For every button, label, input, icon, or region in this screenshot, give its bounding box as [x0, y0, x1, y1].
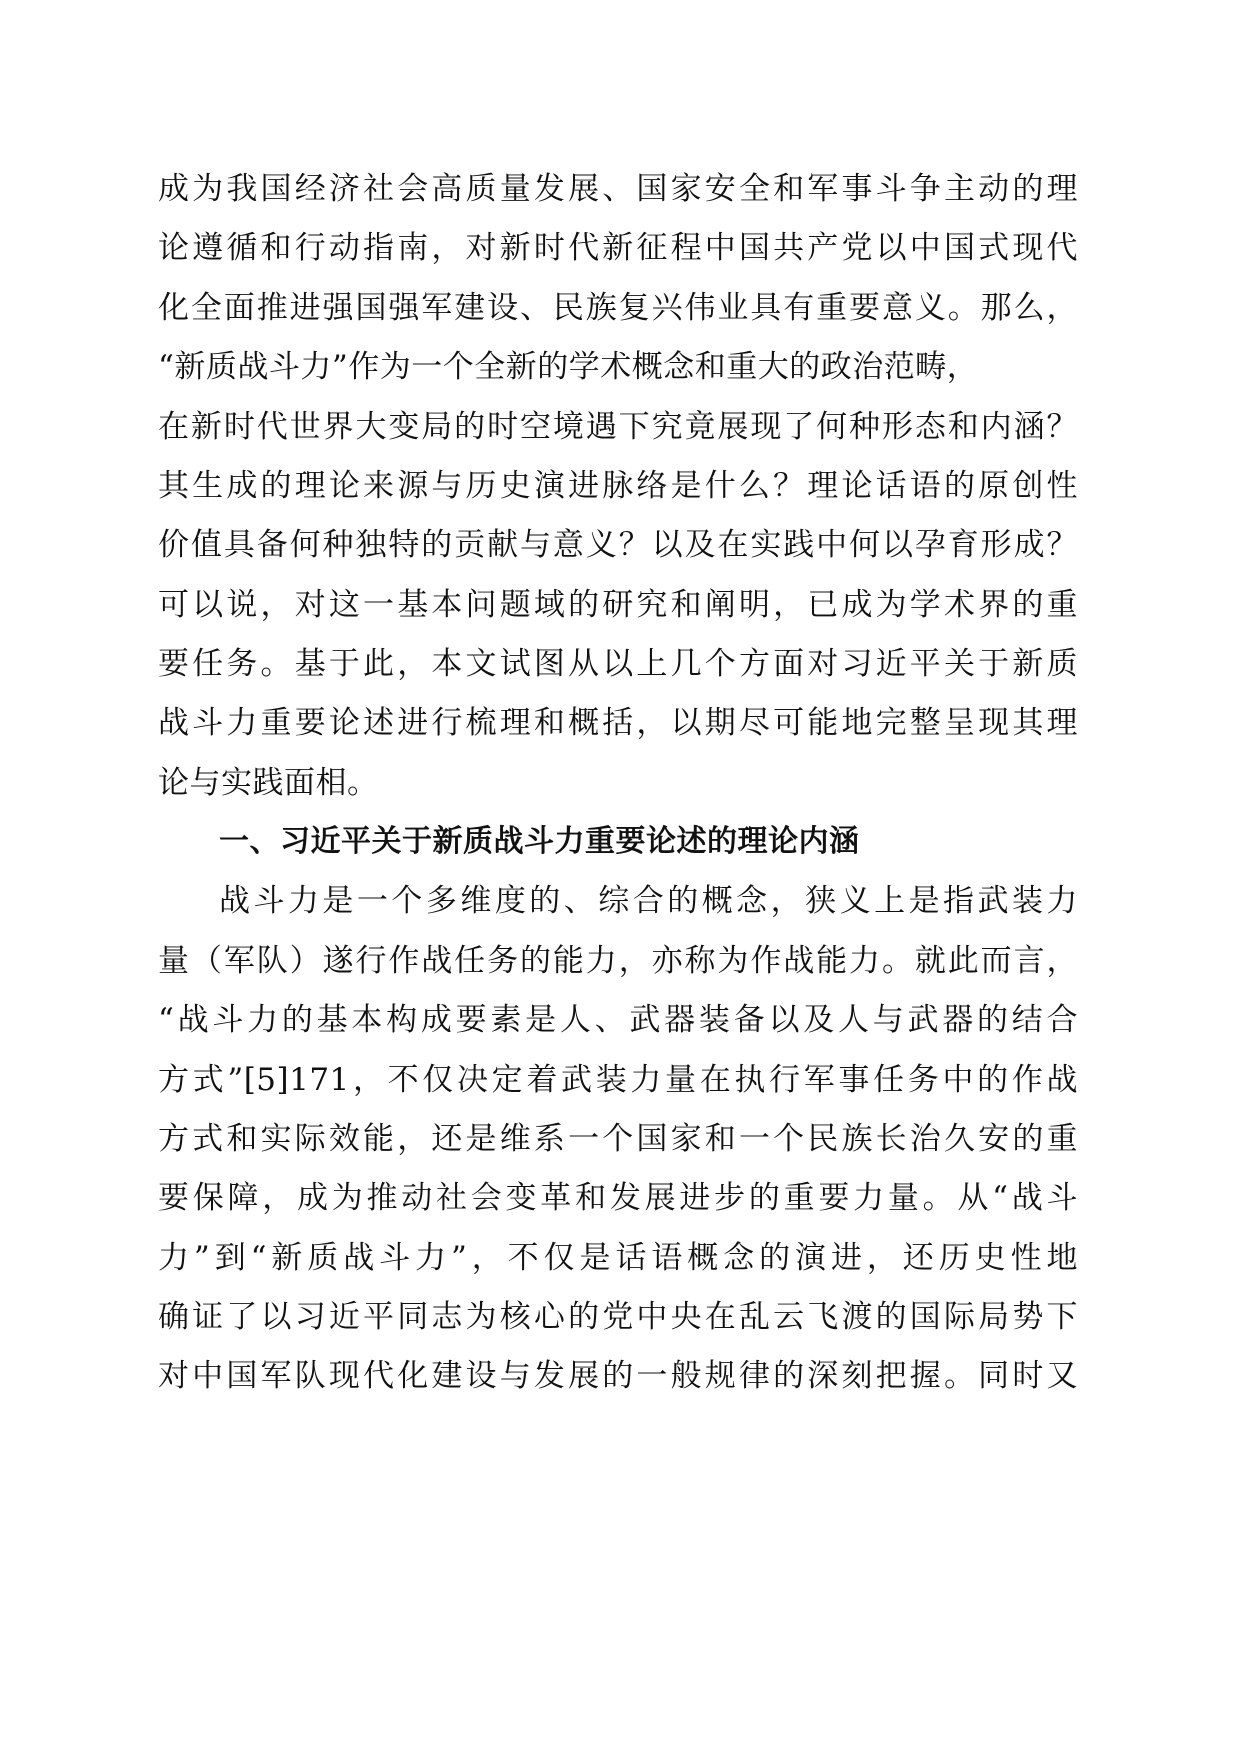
- section-heading: 一、习近平关于新质战斗力重要论述的理论内涵: [219, 824, 860, 859]
- text-line: 成为我国经济社会高质量发展、国家安全和军事斗争主动的理: [158, 171, 1078, 207]
- text-line: “新质战斗力”作为一个全新的学术概念和重大的政治范畴，: [158, 349, 979, 385]
- text-line: 方式和实际效能，还是维系一个国家和一个民族长治久安的重: [158, 1121, 1078, 1157]
- text-line: 论遵循和行动指南，对新时代新征程中国共产党以中国式现代: [158, 230, 1078, 266]
- text-line: 战斗力重要论述进行梳理和概括，以期尽可能地完整呈现其理: [158, 705, 1078, 741]
- text-line: 对中国军队现代化建设与发展的一般规律的深刻把握。同时又: [158, 1358, 1078, 1394]
- text-line: 在新时代世界大变局的时空境遇下究竟展现了何种形态和内涵？: [158, 409, 1078, 445]
- text-line: 可以说，对这一基本问题域的研究和阐明，已成为学术界的重: [158, 587, 1078, 623]
- text-line: 确证了以习近平同志为核心的党中央在乱云飞渡的国际局势下: [158, 1299, 1078, 1335]
- text-line: 力”到“新质战斗力”，不仅是话语概念的演进，还历史性地: [158, 1240, 1078, 1276]
- text-line: 方式”[5]171，不仅决定着武装力量在执行军事任务中的作战: [158, 1062, 1078, 1098]
- text-line: 化全面推进强国强军建设、民族复兴伟业具有重要意义。那么，: [158, 290, 1078, 326]
- text-line: “战斗力的基本构成要素是人、武器装备以及人与武器的结合: [158, 1002, 1078, 1038]
- text-line: 量（军队）遂行作战任务的能力，亦称为作战能力。就此而言，: [158, 943, 1078, 979]
- text-line: 要保障，成为推动社会变革和发展进步的重要力量。从“战斗: [158, 1180, 1078, 1216]
- text-line: 要任务。基于此，本文试图从以上几个方面对习近平关于新质: [158, 646, 1078, 682]
- text-line: 价值具备何种独特的贡献与意义？以及在实践中何以孕育形成？: [158, 527, 1078, 563]
- text-line: 战斗力是一个多维度的、综合的概念，狭义上是指武装力: [219, 883, 1078, 919]
- text-line: 其生成的理论来源与历史演进脉络是什么？理论话语的原创性: [158, 468, 1078, 504]
- text-line: 论与实践面相。: [158, 765, 379, 801]
